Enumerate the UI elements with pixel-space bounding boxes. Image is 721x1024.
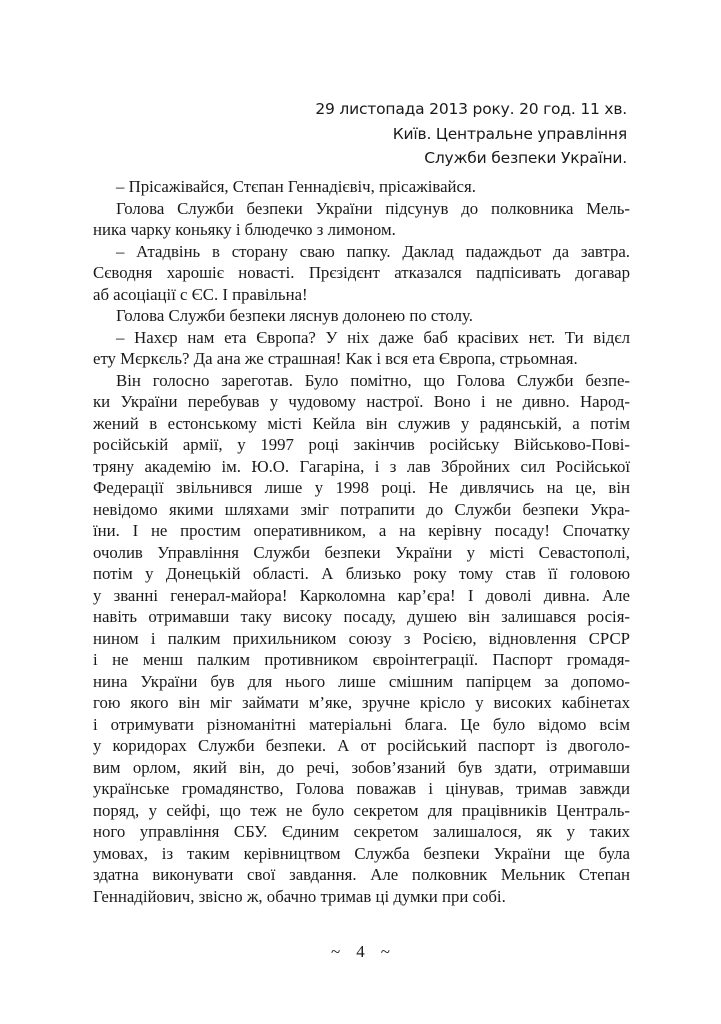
text-line: вим орлом, який він, до речі, зобов’язаний був здати, отримавши	[93, 757, 630, 777]
text-line: поряд, у сейфі, що теж не було секретом для працівників Централь-	[93, 800, 630, 820]
text-line: аб асоціації с ЄС. І правільна!	[93, 284, 308, 304]
heading-place-line: Київ. Центральне управління	[392, 124, 627, 143]
text-line: українське громадянство, Голова поважав і цінував, тримав завжди	[93, 779, 630, 798]
text-line: – Атадвінь в сторану сваю папку. Даклад падаждьот да завтра.	[116, 241, 630, 261]
chapter-heading	[315, 97, 627, 171]
heading-organization-line: Служби безпеки України.	[424, 149, 627, 167]
text-line: потім у Донецькій області. А близько року тому став її головою	[93, 564, 630, 583]
text-line: Він голосно зареготав. Було помітно, що Голова Служби безпе-	[116, 370, 630, 390]
text-line: Голова Служби безпеки ляснув долонею по столу.	[116, 306, 473, 325]
text-line: і отримувати різноманітні матеріальні блага. Це було відомо всім	[93, 714, 630, 734]
text-line: Сєводня харошіє новасті. Прєзідєнт атказался падпісивать догавар	[93, 263, 630, 282]
text-line: невідомо якими шляхами зміг потрапити до Служби безпеки Укра-	[93, 499, 630, 519]
text-line: їни. І не простим оперативником, а на керівну посаду! Спочатку	[93, 521, 630, 540]
text-line: здатна виконувати свої завдання. Але полковник Мельник Степан	[93, 865, 630, 884]
text-line: Федерації звільнився лише у 1998 році. Не дивлячись на це, він	[93, 478, 630, 497]
text-line: ету Мєркєль? Да ана же страшная! Как і вся ета Європа, стрьомная.	[93, 349, 578, 368]
right-tilde-ornament: ~	[380, 942, 390, 961]
page-footer	[0, 941, 721, 963]
text-line: навіть отримавши таку високу посаду, душею він залишався росія-	[93, 607, 630, 626]
text-line: Геннадійович, звісно ж, обачно тримав ці думки при собі.	[93, 886, 506, 906]
text-line: у званні генерал-майора! Карколомна кар’єра! І доволі дивна. Але	[93, 585, 630, 605]
heading-date-line: 29 листопада 2013 року. 20 год. 11 хв.	[315, 100, 627, 118]
text-line: ки України перебував у чудовому настрої. Воно і не дивно. Народ-	[93, 392, 630, 411]
text-line: у коридорах Служби безпеки. А от російський паспорт із двоголо-	[93, 736, 630, 755]
text-line: нина України був для нього лише смішним папірцем за допомо-	[93, 671, 630, 691]
text-line: – Прісажівайся, Стєпан Геннадієвіч, прісажівайся.	[116, 177, 476, 196]
text-line: очолив Управління Служби безпеки України у місті Севастополі,	[93, 542, 630, 562]
text-line: умовах, із таким керівництвом Служба безпеки України ще була	[93, 843, 630, 863]
text-line: гою якого він міг займати м’яке, зручне крісло у високих кабінетах	[93, 693, 630, 712]
text-line: жений в естонському місті Кейла він служив у радянській, а потім	[93, 413, 630, 433]
text-line: і не менш палким противником євроінтеграції. Паспорт громадя-	[93, 650, 630, 669]
text-line: ника чарку коньяку і блюдечко з лимоном.	[93, 220, 396, 239]
left-tilde-ornament: ~	[331, 942, 341, 961]
text-line: ного управління СБУ. Єдиним секретом залишалося, як у таких	[93, 822, 630, 841]
text-line: Голова Служби безпеки України підсунув до полковника Мель-	[116, 198, 630, 218]
text-line: російській армії, у 1997 році закінчив російську Військово-Пові-	[93, 435, 630, 454]
text-line: тряну академію ім. Ю.О. Гагаріна, і з лав Збройних сил Російської	[93, 456, 630, 476]
text-line: нином і палким прихильником союзу з Росією, відновлення СРСР	[93, 628, 630, 648]
text-line: – Нахєр нам ета Європа? У ніх даже баб красівих нєт. Ти відєл	[116, 327, 630, 347]
page-number: 4	[356, 942, 365, 961]
body-text	[93, 176, 630, 907]
